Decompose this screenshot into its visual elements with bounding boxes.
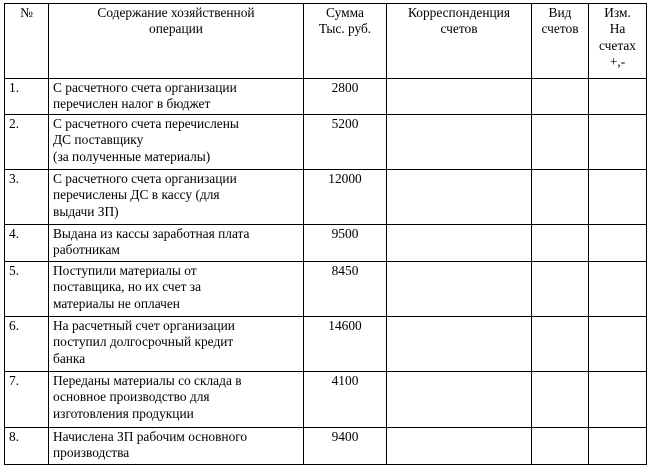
row-change-cell xyxy=(589,170,647,225)
row-amount: 9400 xyxy=(304,428,387,465)
header-account-correspondence: Корреспонденция счетов xyxy=(387,4,532,79)
row-change-cell xyxy=(589,115,647,170)
row-change-cell xyxy=(589,317,647,372)
row-number: 5. xyxy=(5,262,49,317)
row-content: Начислена ЗП рабочим основного производства xyxy=(49,428,304,465)
table-row xyxy=(5,262,647,317)
row-correspondence-cell xyxy=(387,79,532,115)
row-change-cell xyxy=(589,262,647,317)
table-row xyxy=(5,428,647,465)
header-row xyxy=(5,4,647,79)
table-row xyxy=(5,115,647,170)
table-row xyxy=(5,79,647,115)
row-account-type-cell xyxy=(532,317,589,372)
table-row xyxy=(5,317,647,372)
row-amount: 8450 xyxy=(304,262,387,317)
row-number: 2. xyxy=(5,115,49,170)
row-account-type-cell xyxy=(532,428,589,465)
row-content: С расчетного счета перечислены ДС поставщику (за полученные материалы) xyxy=(49,115,304,170)
row-change-cell xyxy=(589,372,647,428)
row-account-type-cell xyxy=(532,170,589,225)
row-change-cell xyxy=(589,79,647,115)
row-content: С расчетного счета организации перечислен налог в бюджет xyxy=(49,79,304,115)
row-content: С расчетного счета организации перечислены ДС в кассу (для выдачи ЗП) xyxy=(49,170,304,225)
row-amount: 4100 xyxy=(304,372,387,428)
header-account-change: Изм. На счетах +,- xyxy=(589,4,647,79)
row-correspondence-cell xyxy=(387,225,532,262)
row-change-cell xyxy=(589,428,647,465)
operations-table xyxy=(4,3,647,465)
row-number: 7. xyxy=(5,372,49,428)
table-row xyxy=(5,372,647,428)
row-amount: 5200 xyxy=(304,115,387,170)
row-content: Выдана из кассы заработная плата работникам xyxy=(49,225,304,262)
header-operation-content: Содержание хозяйственной операции xyxy=(49,4,304,79)
header-number: № xyxy=(5,4,49,79)
row-correspondence-cell xyxy=(387,262,532,317)
row-amount: 9500 xyxy=(304,225,387,262)
row-account-type-cell xyxy=(532,372,589,428)
row-change-cell xyxy=(589,225,647,262)
row-account-type-cell xyxy=(532,262,589,317)
row-number: 3. xyxy=(5,170,49,225)
row-correspondence-cell xyxy=(387,372,532,428)
header-account-type: Вид счетов xyxy=(532,4,589,79)
row-account-type-cell xyxy=(532,225,589,262)
row-number: 6. xyxy=(5,317,49,372)
row-content: Переданы материалы со склада в основное производство для изготовления продукции xyxy=(49,372,304,428)
row-amount: 12000 xyxy=(304,170,387,225)
row-amount: 14600 xyxy=(304,317,387,372)
row-content: На расчетный счет организации поступил долгосрочный кредит банка xyxy=(49,317,304,372)
row-correspondence-cell xyxy=(387,170,532,225)
header-amount: Сумма Тыс. руб. xyxy=(304,4,387,79)
row-account-type-cell xyxy=(532,79,589,115)
table-row xyxy=(5,170,647,225)
row-number: 4. xyxy=(5,225,49,262)
row-correspondence-cell xyxy=(387,115,532,170)
row-correspondence-cell xyxy=(387,317,532,372)
row-account-type-cell xyxy=(532,115,589,170)
row-number: 1. xyxy=(5,79,49,115)
row-content: Поступили материалы от поставщика, но их счет за материалы не оплачен xyxy=(49,262,304,317)
table-row xyxy=(5,225,647,262)
row-number: 8. xyxy=(5,428,49,465)
row-amount: 2800 xyxy=(304,79,387,115)
row-correspondence-cell xyxy=(387,428,532,465)
